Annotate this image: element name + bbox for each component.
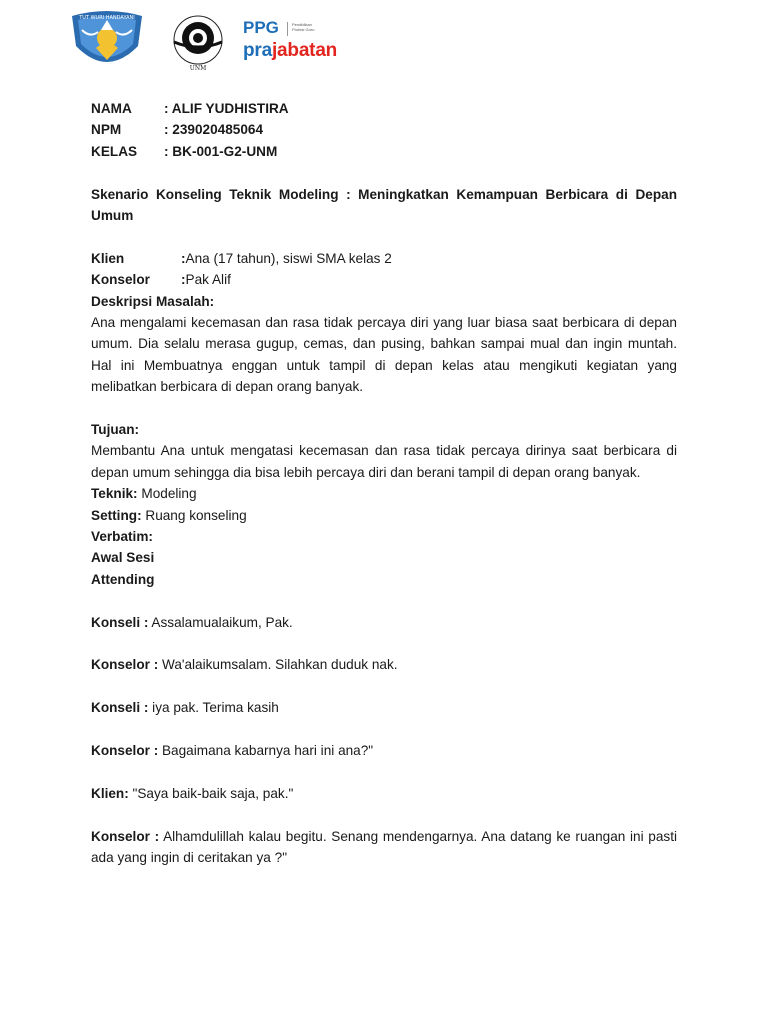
dialog-speaker: Konselor : xyxy=(91,743,159,759)
dialog-speaker: Klien: xyxy=(91,785,129,801)
identity-row-nama xyxy=(91,98,677,119)
klien-row xyxy=(91,248,677,269)
identity-label: NPM xyxy=(91,122,122,138)
klien-label: Klien xyxy=(91,250,125,266)
dialog-line xyxy=(91,612,677,633)
dialog-line xyxy=(91,783,677,804)
deskripsi-text: Ana mengalami kecemasan dan rasa tidak percaya diri yang luar biasa saat berbicara di depan umum. Dia selalu merasa gugup, cemas, dan pusing, bahkan sampai mual dan ingin muntah. Hal ini Membuatnya enggan untuk tampil di depan kelas atau mengikuti kegiatan yang melibatkan berbicara di depan orang banyak. xyxy=(91,315,677,395)
dialog-text: iya pak. Terima kasih xyxy=(148,700,279,716)
tut-wuri-handayani-logo xyxy=(68,8,146,70)
teknik-label: Teknik: xyxy=(91,486,138,502)
konselor-row xyxy=(91,269,677,290)
ppg-divider xyxy=(287,22,288,36)
dialog-text: Bagaimana kabarnya hari ini ana?" xyxy=(158,743,374,759)
dialog-text: "Saya baik-baik saja, pak." xyxy=(128,785,294,801)
prajabatan-text: prajabatan xyxy=(243,40,338,61)
setting-label: Setting: xyxy=(91,507,142,523)
document-body xyxy=(91,98,677,868)
dialog-speaker: Konselor : xyxy=(91,828,160,844)
dialog-speaker: Konselor : xyxy=(91,657,159,673)
dialog-line xyxy=(91,697,677,718)
scenario-title: Skenario Konseling Teknik Modeling : Meningkatkan Kemampuan Berbicara di Depan Umum xyxy=(91,186,677,224)
svg-text:UNM: UNM xyxy=(189,65,207,72)
klien-value: Ana (17 tahun), siswi SMA kelas 2 xyxy=(185,250,392,266)
setting-row xyxy=(91,505,677,526)
identity-label: KELAS xyxy=(91,143,138,159)
identity-row-kelas xyxy=(91,141,677,162)
awal-sesi-label: Awal Sesi xyxy=(91,550,155,566)
identity-value: : 239020485064 xyxy=(164,122,264,138)
dialog-line xyxy=(91,654,677,675)
svg-text:TUT WURI HANDAYANI: TUT WURI HANDAYANI xyxy=(79,15,135,21)
konselor-label: Konselor xyxy=(91,272,150,288)
konselor-sep: : xyxy=(181,272,186,288)
identity-value: : ALIF YUDHISTIRA xyxy=(164,101,289,116)
setting-value: Ruang konseling xyxy=(141,507,247,523)
ppg-prajabatan-logo xyxy=(243,18,373,64)
konselor-value: Pak Alif xyxy=(185,272,231,288)
dialog-line xyxy=(91,740,677,761)
identity-value: : BK-001-G2-UNM xyxy=(164,143,278,159)
dialog-text: Assalamualaikum, Pak. xyxy=(148,614,293,630)
tujuan-text: Membantu Ana untuk mengatasi kecemasan dan rasa tidak percaya dirinya saat berbicara di depan umum sehingga dia bisa lebih percaya diri dan berani tampil di depan orang banyak. xyxy=(91,443,677,480)
dialog-text: Alhamdulillah kalau begitu. Senang mendengarnya. Ana datang ke ruangan ini pasti ada yang ingin di ceritakan ya ?" xyxy=(91,828,678,866)
teknik-value: Modeling xyxy=(137,486,197,502)
ppg-subtitle: Pendidikan Profesi Guru xyxy=(292,22,315,32)
verbatim-label: Verbatim: xyxy=(91,529,153,545)
attending-label: Attending xyxy=(91,571,155,587)
dialog-line xyxy=(91,826,677,869)
dialog-speaker: Konseli : xyxy=(91,700,149,716)
dialog-speaker: Konseli : xyxy=(91,614,149,630)
teknik-row xyxy=(91,483,677,504)
deskripsi-label: Deskripsi Masalah: xyxy=(91,293,215,309)
identity-label: NAMA xyxy=(91,101,132,116)
dialog-text: Wa'alaikumsalam. Silahkan duduk nak. xyxy=(158,657,398,673)
klien-sep: : xyxy=(181,250,186,266)
tujuan-label: Tujuan: xyxy=(91,422,140,438)
ppg-text: PPG xyxy=(243,18,279,37)
identity-row-npm xyxy=(91,119,677,140)
unm-logo xyxy=(158,8,238,72)
